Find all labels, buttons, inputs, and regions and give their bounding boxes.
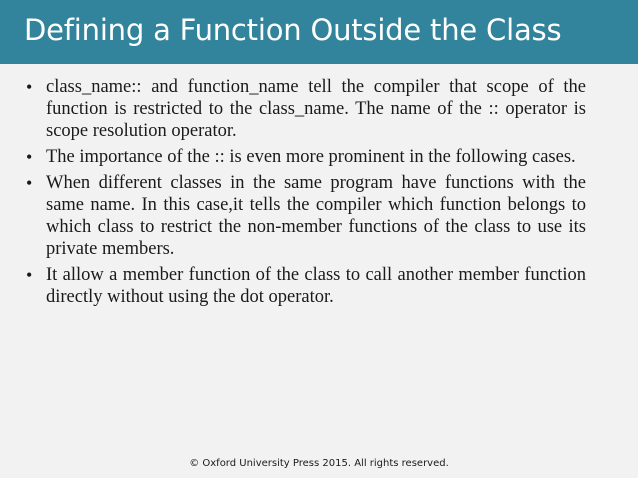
bullet-text: The importance of the :: is even more prominent in the following cases.: [46, 147, 576, 167]
bullet-text: When different classes in the same program have functions with the same name. In this case,it tells the compiler which function belongs to which class to restrict the non-member functions of the class to use its private members.: [46, 173, 586, 259]
title-bar: [0, 0, 638, 64]
bullet-icon: •: [26, 265, 33, 285]
bullet-list: [24, 76, 586, 312]
bullet-item: [24, 172, 586, 260]
bullet-text: class_name:: and function_name tell the compiler that scope of the function is restricted to the class_name. The name of the :: operator is scope resolution operator.: [46, 77, 586, 141]
copyright-footer: © Oxford University Press 2015. All rights reserved.: [189, 458, 449, 469]
bullet-icon: •: [26, 173, 33, 193]
bullet-icon: •: [26, 77, 33, 97]
bullet-item: [24, 146, 586, 168]
bullet-icon: •: [26, 147, 33, 167]
slide-title: Defining a Function Outside the Class: [24, 13, 562, 47]
bullet-item: [24, 76, 586, 142]
bullet-item: [24, 264, 586, 308]
bullet-text: It allow a member function of the class to call another member function directly without using the dot operator.: [46, 265, 586, 307]
